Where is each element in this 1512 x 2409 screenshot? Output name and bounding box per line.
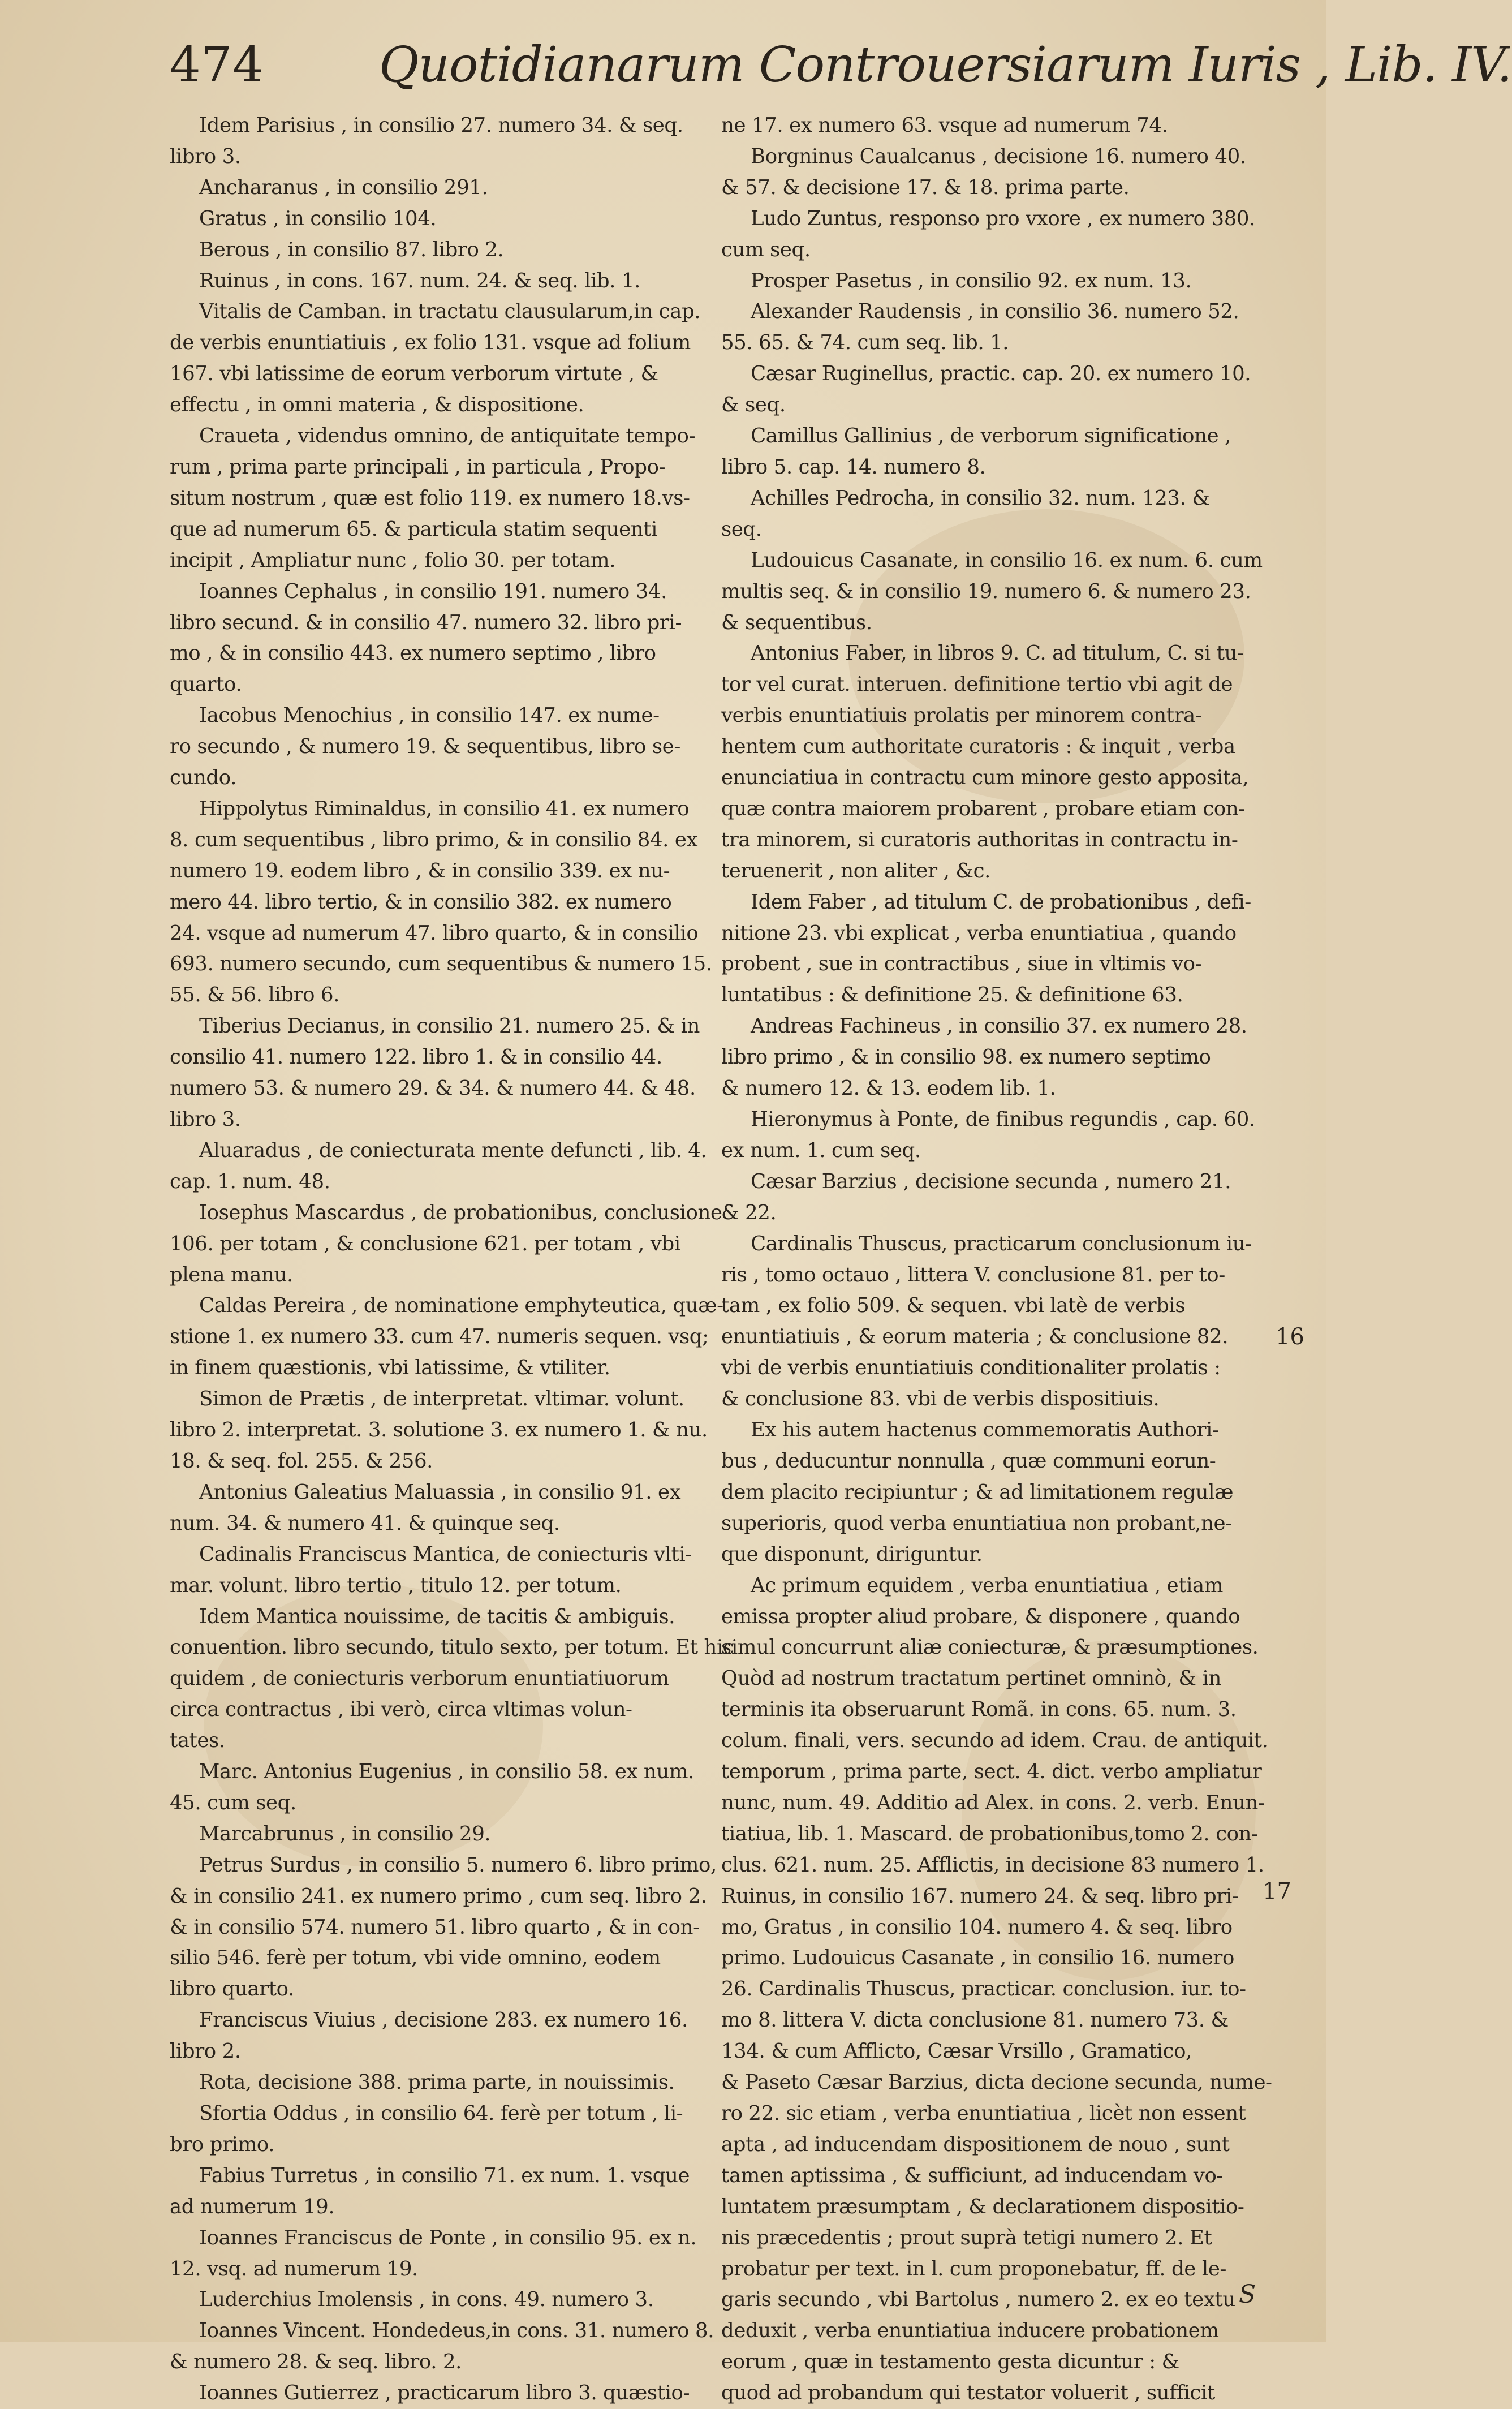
text-line: num. 34. & numero 41. & quinque seq. <box>170 1511 560 1535</box>
text-line: libro 3. <box>170 144 241 168</box>
text-line: silio 546. ferè per totum, vbi vide omnino, eodem <box>170 1946 661 1970</box>
text-line: Camillus Gallinius , de verborum significatione , <box>751 424 1231 448</box>
text-line: ro secundo , & numero 19. & sequentibus, libro se- <box>170 735 680 759</box>
text-line: clus. 621. num. 25. Afflictis, in decisione 83 numero 1. <box>721 1853 1264 1877</box>
text-line: cap. 1. num. 48. <box>170 1169 330 1193</box>
text-line: Idem Parisius , in consilio 27. numero 34. & seq. <box>199 114 683 137</box>
text-line: 18. & seq. fol. 255. & 256. <box>170 1449 433 1473</box>
text-line: consilio 41. numero 122. libro 1. & in consilio 44. <box>170 1046 662 1069</box>
text-line: & Paseto Cæsar Barzius, dicta decione secunda, nume- <box>721 2071 1272 2094</box>
text-line: stione 1. ex numero 33. cum 47. numeris sequen. vsq; <box>170 1325 709 1349</box>
text-line: plena manu. <box>170 1263 293 1287</box>
text-line: Achilles Pedrocha, in consilio 32. num. 123. & <box>751 486 1210 510</box>
text-line: 167. vbi latissime de eorum verborum virtute , & <box>170 362 658 386</box>
text-line: ne 17. ex numero 63. vsque ad numerum 74. <box>721 114 1168 137</box>
text-line: multis seq. & in consilio 19. numero 6. & numero 23. <box>721 579 1251 603</box>
text-line: 12. vsq. ad numerum 19. <box>170 2257 418 2281</box>
text-line: enuntiatiuis , & eorum materia ; & conclusione 82. <box>721 1325 1229 1349</box>
page-number: 474 <box>170 37 265 93</box>
text-line: Vitalis de Camban. in tractatu clausularum,in cap. <box>199 300 701 324</box>
text-line: superioris, quod verba enuntiatiua non probant,ne- <box>721 1511 1232 1535</box>
text-line: que ad numerum 65. & particula statim sequenti <box>170 517 658 541</box>
text-line: Marc. Antonius Eugenius , in consilio 58. ex num. <box>199 1760 695 1784</box>
text-line: tam , ex folio 509. & sequen. vbi latè de verbis <box>721 1294 1186 1318</box>
text-line: colum. finali, vers. secundo ad idem. Crau. de antiquit. <box>721 1729 1268 1753</box>
text-line: Alexander Raudensis , in consilio 36. numero 52. <box>751 300 1239 324</box>
text-line: temporum , prima parte, sect. 4. dict. verbo ampliatur <box>721 1760 1262 1784</box>
text-line: Sfortia Oddus , in consilio 64. ferè per totum , li- <box>199 2102 683 2125</box>
text-line: libro primo , & in consilio 98. ex numero septimo <box>721 1046 1211 1069</box>
text-line: tra minorem, si curatoris authoritas in contractu in- <box>721 828 1238 851</box>
text-line: Ac primum equidem , verba enuntiatiua , etiam <box>751 1573 1224 1597</box>
signature-mark: S <box>1239 2280 1256 2309</box>
text-line: Ioannes Vincent. Hondedeus,in cons. 31. numero 8. <box>199 2319 714 2343</box>
text-line: libro 3. <box>170 1108 241 1131</box>
text-line: 26. Cardinalis Thuscus, practicar. conclusion. iur. to- <box>721 1977 1246 2001</box>
text-line: nis præcedentis ; prout suprà tetigi numero 2. Et <box>721 2226 1212 2249</box>
text-line: Craueta , videndus omnino, de antiquitate tempo- <box>199 424 696 448</box>
text-line: libro 2. interpretat. 3. solutione 3. ex numero 1. & nu. <box>170 1418 708 1442</box>
text-line: primo. Ludouicus Casanate , in consilio 16. numero <box>721 1946 1234 1970</box>
text-line: Cardinalis Thuscus, practicarum conclusionum iu- <box>751 1232 1252 1255</box>
text-line: cum seq. <box>721 238 811 261</box>
text-line: libro secund. & in consilio 47. numero 32. libro pri- <box>170 610 682 634</box>
text-line: deduxit , verba enuntiatiua inducere probationem <box>721 2319 1219 2343</box>
text-line: mero 44. libro tertio, & in consilio 382. ex numero <box>170 890 672 914</box>
text-line: hentem cum authoritate curatoris : & inquit , verba <box>721 735 1235 759</box>
text-line: 8. cum sequentibus , libro primo, & in consilio 84. ex <box>170 828 698 851</box>
text-line: Hippolytus Riminaldus, in consilio 41. ex numero <box>199 797 690 820</box>
text-line: seq. <box>721 517 762 541</box>
text-line: situm nostrum , quæ est folio 119. ex numero 18.vs- <box>170 486 690 510</box>
text-line: ad numerum 19. <box>170 2195 335 2218</box>
text-line: Idem Faber , ad titulum C. de probationibus , defi- <box>751 890 1251 914</box>
text-line: nunc, num. 49. Additio ad Alex. in cons. 2. verb. Enun- <box>721 1791 1265 1814</box>
text-line: ris , tomo octauo , littera V. conclusione 81. per to- <box>721 1263 1225 1287</box>
text-line: numero 53. & numero 29. & 34. & numero 44. & 48. <box>170 1077 696 1100</box>
left-text-column <box>170 110 734 2409</box>
text-line: 134. & cum Afflicto, Cæsar Vrsillo , Gramatico, <box>721 2040 1192 2063</box>
text-line: cundo. <box>170 766 236 790</box>
text-line: quod ad probandum qui testator voluerit , sufficit <box>721 2381 1215 2405</box>
text-line: 55. & 56. libro 6. <box>170 983 340 1007</box>
text-line: & in consilio 241. ex numero primo , cum seq. libro 2. <box>170 1884 707 1908</box>
text-line: luntatem præsumptam , & declarationem dispositio- <box>721 2195 1244 2218</box>
right-text-column <box>721 110 1272 2409</box>
text-line: libro quarto. <box>170 1977 294 2001</box>
text-line: Ludouicus Casanate, in consilio 16. ex num. 6. cum <box>751 548 1263 572</box>
text-line: & 22. <box>721 1201 777 1224</box>
text-line: & conclusione 83. vbi de verbis dispositiuis. <box>721 1387 1160 1411</box>
text-line: luntatibus : & definitione 25. & definitione 63. <box>721 983 1183 1007</box>
text-line: 693. numero secundo, cum sequentibus & numero 15. <box>170 952 712 976</box>
text-line: Ioannes Franciscus de Ponte , in consilio 95. ex n. <box>199 2226 697 2249</box>
text-line: quæ contra maiorem probarent , probare etiam con- <box>721 797 1245 820</box>
text-line: Gratus , in consilio 104. <box>199 207 437 230</box>
text-line: bro primo. <box>170 2132 275 2156</box>
text-line: Cæsar Ruginellus, practic. cap. 20. ex numero 10. <box>751 362 1251 386</box>
text-line: circa contractus , ibi verò, circa vltimas volun- <box>170 1698 632 1722</box>
text-line: Ludo Zuntus, responso pro vxore , ex numero 380. <box>751 207 1255 230</box>
text-line: Rota, decisione 388. prima parte, in nouissimis. <box>199 2071 675 2094</box>
running-title: Quotidianarum Controuersiarum Iuris , Lib. IV. <box>379 37 1512 93</box>
text-line: Luderchius Imolensis , in cons. 49. numero 3. <box>199 2288 654 2312</box>
text-line: incipit , Ampliatur nunc , folio 30. per totam. <box>170 548 616 572</box>
text-line: numero 19. eodem libro , & in consilio 339. ex nu- <box>170 859 670 883</box>
margin-note-number: 17 <box>1263 1878 1291 1904</box>
text-line: Antonius Faber, in libros 9. C. ad titulum, C. si tu- <box>751 642 1244 665</box>
text-line: tiatiua, lib. 1. Mascard. de probationibus,tomo 2. con- <box>721 1822 1258 1846</box>
text-line: & in consilio 574. numero 51. libro quarto , & in con- <box>170 1915 700 1939</box>
text-line: tates. <box>170 1729 225 1753</box>
text-line: mar. volunt. libro tertio , titulo 12. per totum. <box>170 1573 622 1597</box>
text-line: garis secundo , vbi Bartolus , numero 2. ex eo textu <box>721 2288 1235 2312</box>
text-line: 106. per totam , & conclusione 621. per totam , vbi <box>170 1232 680 1255</box>
text-line: Hieronymus à Ponte, de finibus regundis , cap. 60. <box>751 1108 1255 1131</box>
text-line: Iosephus Mascardus , de probationibus, conclusione <box>199 1201 722 1224</box>
margin-note-number: 16 <box>1276 1324 1304 1350</box>
text-line: & seq. <box>721 393 786 417</box>
text-line: Petrus Surdus , in consilio 5. numero 6. libro primo, <box>199 1853 717 1877</box>
text-line: ex num. 1. cum seq. <box>721 1138 921 1162</box>
text-line: Antonius Galeatius Maluassia , in consilio 91. ex <box>199 1480 681 1504</box>
text-line: Andreas Fachineus , in consilio 37. ex numero 28. <box>751 1014 1247 1038</box>
text-line: Aluaradus , de coniecturata mente defuncti , lib. 4. <box>199 1138 707 1162</box>
text-line: libro 2. <box>170 2040 241 2063</box>
text-line: Borgninus Caualcanus , decisione 16. numero 40. <box>751 144 1246 168</box>
text-line: Cadinalis Franciscus Mantica, de coniecturis vlti- <box>199 1542 692 1566</box>
text-line: Simon de Prætis , de interpretat. vltimar. volunt. <box>199 1387 684 1411</box>
text-line: Idem Mantica nouissime, de tacitis & ambiguis. <box>199 1604 675 1628</box>
text-line: mo , & in consilio 443. ex numero septimo , libro <box>170 642 656 665</box>
text-line: Marcabrunus , in consilio 29. <box>199 1822 491 1846</box>
text-line: mo, Gratus , in consilio 104. numero 4. & seq. libro <box>721 1915 1233 1939</box>
text-line: verbis enuntiatiuis prolatis per minorem contra- <box>721 704 1202 728</box>
text-line: in finem quæstionis, vbi latissime, & vtiliter. <box>170 1356 610 1380</box>
text-line: probatur per text. in l. cum proponebatur, ff. de le- <box>721 2257 1227 2281</box>
text-line: Berous , in consilio 87. libro 2. <box>199 238 504 261</box>
text-line: Prosper Pasetus , in consilio 92. ex num. 13. <box>751 269 1192 292</box>
text-line: Tiberius Decianus, in consilio 21. numero 25. & in <box>199 1014 700 1038</box>
text-line: libro 5. cap. 14. numero 8. <box>721 455 986 479</box>
text-line: teruenerit , non aliter , &c. <box>721 859 990 883</box>
text-line: 55. 65. & 74. cum seq. lib. 1. <box>721 331 1009 355</box>
text-line: bus , deducuntur nonnulla , quæ communi eorun- <box>721 1449 1216 1473</box>
text-line: Cæsar Barzius , decisione secunda , numero 21. <box>751 1169 1231 1193</box>
text-line: mo 8. littera V. dicta conclusione 81. numero 73. & <box>721 2008 1229 2032</box>
text-line: emissa propter aliud probare, & disponere , quando <box>721 1604 1240 1628</box>
text-line: Quòd ad nostrum tractatum pertinet omninò, & in <box>721 1667 1221 1690</box>
text-line: Caldas Pereira , de nominatione emphyteutica, quæ- <box>199 1294 723 1318</box>
text-line: tor vel curat. interuen. definitione tertio vbi agit de <box>721 673 1233 696</box>
text-line: dem placito recipiuntur ; & ad limitationem regulæ <box>721 1480 1234 1504</box>
text-line: & sequentibus. <box>721 610 872 634</box>
text-line: conuention. libro secundo, titulo sexto, per totum. Et hic <box>170 1636 734 1659</box>
text-line: & numero 12. & 13. eodem lib. 1. <box>721 1077 1056 1100</box>
text-line: apta , ad inducendam dispositionem de nouo , sunt <box>721 2132 1230 2156</box>
text-line: effectu , in omni materia , & dispositione. <box>170 393 584 417</box>
text-line: de verbis enuntiatiuis , ex folio 131. vsque ad folium <box>170 331 691 355</box>
text-line: vbi de verbis enuntiatiuis conditionaliter prolatis : <box>721 1356 1221 1380</box>
text-line: que disponunt, diriguntur. <box>721 1542 983 1566</box>
text-line: Ruinus, in consilio 167. numero 24. & seq. libro pri- <box>721 1884 1239 1908</box>
text-line: rum , prima parte principali , in particula , Propo- <box>170 455 666 479</box>
text-line: Ioannes Gutierrez , practicarum libro 3. quæstio- <box>199 2381 690 2405</box>
text-line: 24. vsque ad numerum 47. libro quarto, & in consilio <box>170 921 699 945</box>
text-line: enunciatiua in contractu cum minore gesto apposita, <box>721 766 1249 790</box>
text-line: tamen aptissima , & sufficiunt, ad inducendam vo- <box>721 2163 1224 2187</box>
text-line: & 57. & decisione 17. & 18. prima parte. <box>721 175 1130 199</box>
text-line: terminis ita obseruarunt Romã. in cons. 65. num. 3. <box>721 1698 1237 1722</box>
text-line: probent , sue in contractibus , siue in vltimis vo- <box>721 952 1202 976</box>
text-line: simul concurrunt aliæ coniecturæ, & præsumptiones. <box>721 1636 1259 1659</box>
text-line: Ex his autem hactenus commemoratis Authori- <box>751 1418 1219 1442</box>
text-line: Ancharanus , in consilio 291. <box>199 175 488 199</box>
text-line: Franciscus Viuius , decisione 283. ex numero 16. <box>199 2008 688 2032</box>
text-line: Ruinus , in cons. 167. num. 24. & seq. lib. 1. <box>199 269 641 292</box>
text-line: eorum , quæ in testamento gesta dicuntur : & <box>721 2350 1179 2374</box>
text-line: & numero 28. & seq. libro. 2. <box>170 2350 462 2374</box>
text-line: 45. cum seq. <box>170 1791 296 1814</box>
text-line: quarto. <box>170 673 242 696</box>
text-line: Fabius Turretus , in consilio 71. ex num. 1. vsque <box>199 2163 690 2187</box>
page-header <box>0 31 1512 105</box>
text-line: nitione 23. vbi explicat , verba enuntiatiua , quando <box>721 921 1237 945</box>
text-line: Ioannes Cephalus , in consilio 191. numero 34. <box>199 579 667 603</box>
text-line: ro 22. sic etiam , verba enuntiatiua , licèt non essent <box>721 2102 1246 2125</box>
text-line: Iacobus Menochius , in consilio 147. ex nume- <box>199 704 660 728</box>
text-line: quidem , de coniecturis verborum enuntiatiuorum <box>170 1667 669 1690</box>
